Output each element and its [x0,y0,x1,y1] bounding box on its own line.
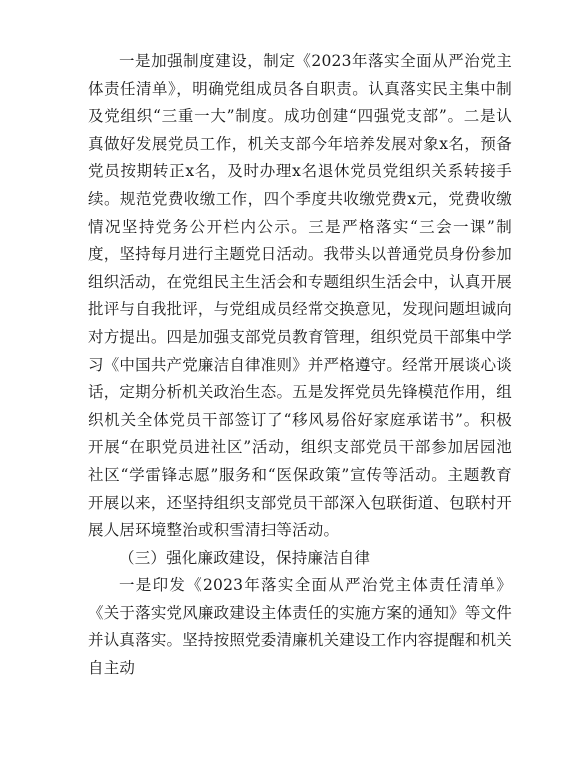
paragraph-party-building: 一是加强制度建设，制定《2023年落实全面从严治党主体责任清单》，明确党组成员各自职责。认真落实民主集中制及党组织“三重一大”制度。成功创建“四强党支部”。二是认真做好发展党员工作，机关支部今年培养发展对象x名，预备党员按期转正x名，及时办理x名退休党员党组织关系转接手续。规范党费收缴工作，四个季度共收缴党费x元，党费收缴情况坚持党务公开栏内公示。三是严格落实“三会一课”制度，坚持每月进行主题党日活动。我带头以普通党员身份参加组织活动，在党组民主生活会和专题组织生活会中，认真开展批评与自我批评，与党组成员经常交换意见，发现问题坦诚向对方提出。四是加强支部党员教育管理，组织党员干部集中学习《中国共产党廉洁自律准则》并严格遵守。经常开展谈心谈话，定期分析机关政治生态。五是发挥党员先锋模范作用，组织机关全体党员干部签订了“移风易俗好家庭承诺书”。积极开展“在职党员进社区”活动，组织支部党员干部参加居园池社区“学雷锋志愿”服务和“医保政策”宣传等活动。主题教育开展以来，还坚持组织支部党员干部深入包联街道、包联村开展人居环境整治或积雪清扫等活动。 [88,52,512,540]
document-body [88,48,512,683]
paragraph-integrity: 一是印发《2023年落实全面从严治党主体责任清单》《关于落实党风廉政建设主体责任的实施方案的通知》等文件并认真落实。坚持按照党委清廉机关建设工作内容提醒和机关自主动 [88,576,512,678]
section-heading-integrity: （三）强化廉政建设，保持廉洁自律 [119,548,371,567]
